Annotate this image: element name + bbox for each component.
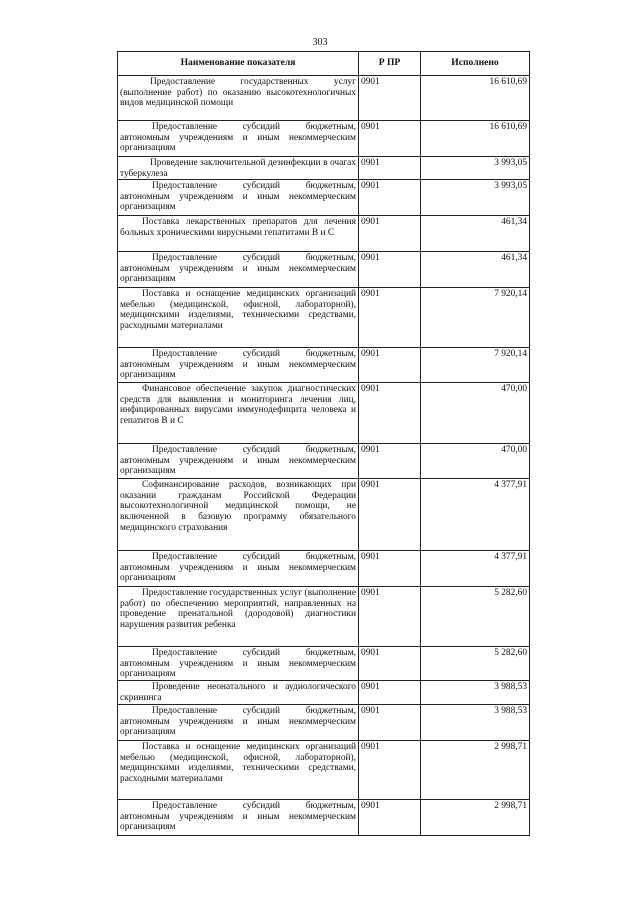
row-name: Поставка и оснащение медицинских организаций мебелью (медицинской, офисной, лабораторной), медицинскими изделиями, техническими средствами, расходными материалами (118, 741, 359, 800)
row-rpr: 0901 (359, 288, 421, 348)
row-value: 16 610,69 (421, 76, 530, 121)
row-rpr: 0901 (359, 587, 421, 647)
row-value: 470,00 (421, 383, 530, 444)
row-name: Проведение заключительной дезинфекции в очагах туберкулеза (118, 157, 359, 180)
row-value: 4 377,91 (421, 551, 530, 587)
row-rpr: 0901 (359, 647, 421, 681)
row-value: 7 920,14 (421, 348, 530, 383)
row-name: Проведение неонатального и аудиологического скрининга (118, 681, 359, 705)
table-row (118, 741, 530, 800)
row-rpr: 0901 (359, 444, 421, 479)
row-name: Поставка лекарственных препаратов для лечения больных хроническими вирусными гепатитами В и С (118, 216, 359, 252)
row-rpr: 0901 (359, 383, 421, 444)
table-row (118, 681, 530, 705)
row-name: Предоставление субсидий бюджетным, автономным учреждениям и иным некоммерческим организациям (118, 348, 359, 383)
row-rpr: 0901 (359, 76, 421, 121)
table-row (118, 587, 530, 647)
page-number: 303 (312, 37, 328, 48)
row-value: 4 377,91 (421, 479, 530, 551)
table-row (118, 157, 530, 180)
table-row (118, 252, 530, 288)
table-row (118, 444, 530, 479)
row-rpr: 0901 (359, 800, 421, 836)
table-row (118, 479, 530, 551)
row-rpr: 0901 (359, 348, 421, 383)
row-name: Предоставление субсидий бюджетным, автономным учреждениям и иным некоммерческим организациям (118, 121, 359, 157)
row-name: Поставка и оснащение медицинских организаций мебелью (медицинской, офисной, лабораторной), медицинскими изделиями, техническими средствами, расходными материалами (118, 288, 359, 348)
row-rpr: 0901 (359, 741, 421, 800)
row-rpr: 0901 (359, 705, 421, 741)
row-value: 5 282,60 (421, 587, 530, 647)
row-rpr: 0901 (359, 551, 421, 587)
row-name: Предоставление субсидий бюджетным, автономным учреждениям и иным некоммерческим организациям (118, 551, 359, 587)
budget-execution-table (117, 51, 530, 836)
row-rpr: 0901 (359, 121, 421, 157)
row-name: Софинансирование расходов, возникающих при оказании гражданам Российской Федерации высокотехнологичной медицинской помощи, не включенной в базовую программу обязательного медицинского страхования (118, 479, 359, 551)
row-value: 2 998,71 (421, 800, 530, 836)
row-value: 7 920,14 (421, 288, 530, 348)
row-value: 5 282,60 (421, 647, 530, 681)
row-name: Финансовое обеспечение закупок диагностических средств для выявления и мониторинга лечения лиц, инфицированных вирусами иммунодефицита человека и гепатитов В и С (118, 383, 359, 444)
row-value: 3 993,05 (421, 180, 530, 216)
table-row (118, 76, 530, 121)
row-rpr: 0901 (359, 157, 421, 180)
row-name: Предоставление субсидий бюджетным, автономным учреждениям и иным некоммерческим организациям (118, 252, 359, 288)
row-value: 3 993,05 (421, 157, 530, 180)
row-name: Предоставление субсидий бюджетным, автономным учреждениям и иным некоммерческим организациям (118, 647, 359, 681)
row-value: 2 998,71 (421, 741, 530, 800)
table-row (118, 121, 530, 157)
row-name: Предоставление государственных услуг (выполнение работ) по обеспечению мероприятий, направленных на проведение пренатальной (дородовой) диагностики нарушения развития ребенка (118, 587, 359, 647)
table-row (118, 705, 530, 741)
table-row (118, 180, 530, 216)
table-row (118, 348, 530, 383)
table-row (118, 288, 530, 348)
header-executed: Исполнено (421, 52, 530, 76)
row-rpr: 0901 (359, 252, 421, 288)
header-indicator-name: Наименование показателя (118, 52, 359, 76)
row-name: Предоставление государственных услуг (выполнение работ) по оказанию высокотехнологичных видов медицинской помощи (118, 76, 359, 121)
row-value: 470,00 (421, 444, 530, 479)
row-rpr: 0901 (359, 479, 421, 551)
table-row (118, 647, 530, 681)
header-rpr: Р ПР (359, 52, 421, 76)
row-name: Предоставление субсидий бюджетным, автономным учреждениям и иным некоммерческим организациям (118, 800, 359, 836)
row-rpr: 0901 (359, 216, 421, 252)
row-rpr: 0901 (359, 681, 421, 705)
table-row (118, 383, 530, 444)
row-value: 3 988,53 (421, 681, 530, 705)
row-value: 16 610,69 (421, 121, 530, 157)
row-name: Предоставление субсидий бюджетным, автономным учреждениям и иным некоммерческим организациям (118, 180, 359, 216)
row-rpr: 0901 (359, 180, 421, 216)
table-row (118, 216, 530, 252)
row-name: Предоставление субсидий бюджетным, автономным учреждениям и иным некоммерческим организациям (118, 705, 359, 741)
row-name: Предоставление субсидий бюджетным, автономным учреждениям и иным некоммерческим организациям (118, 444, 359, 479)
table-header-row (118, 52, 530, 76)
row-value: 461,34 (421, 216, 530, 252)
table-row (118, 800, 530, 836)
table-row (118, 551, 530, 587)
row-value: 3 988,53 (421, 705, 530, 741)
row-value: 461,34 (421, 252, 530, 288)
